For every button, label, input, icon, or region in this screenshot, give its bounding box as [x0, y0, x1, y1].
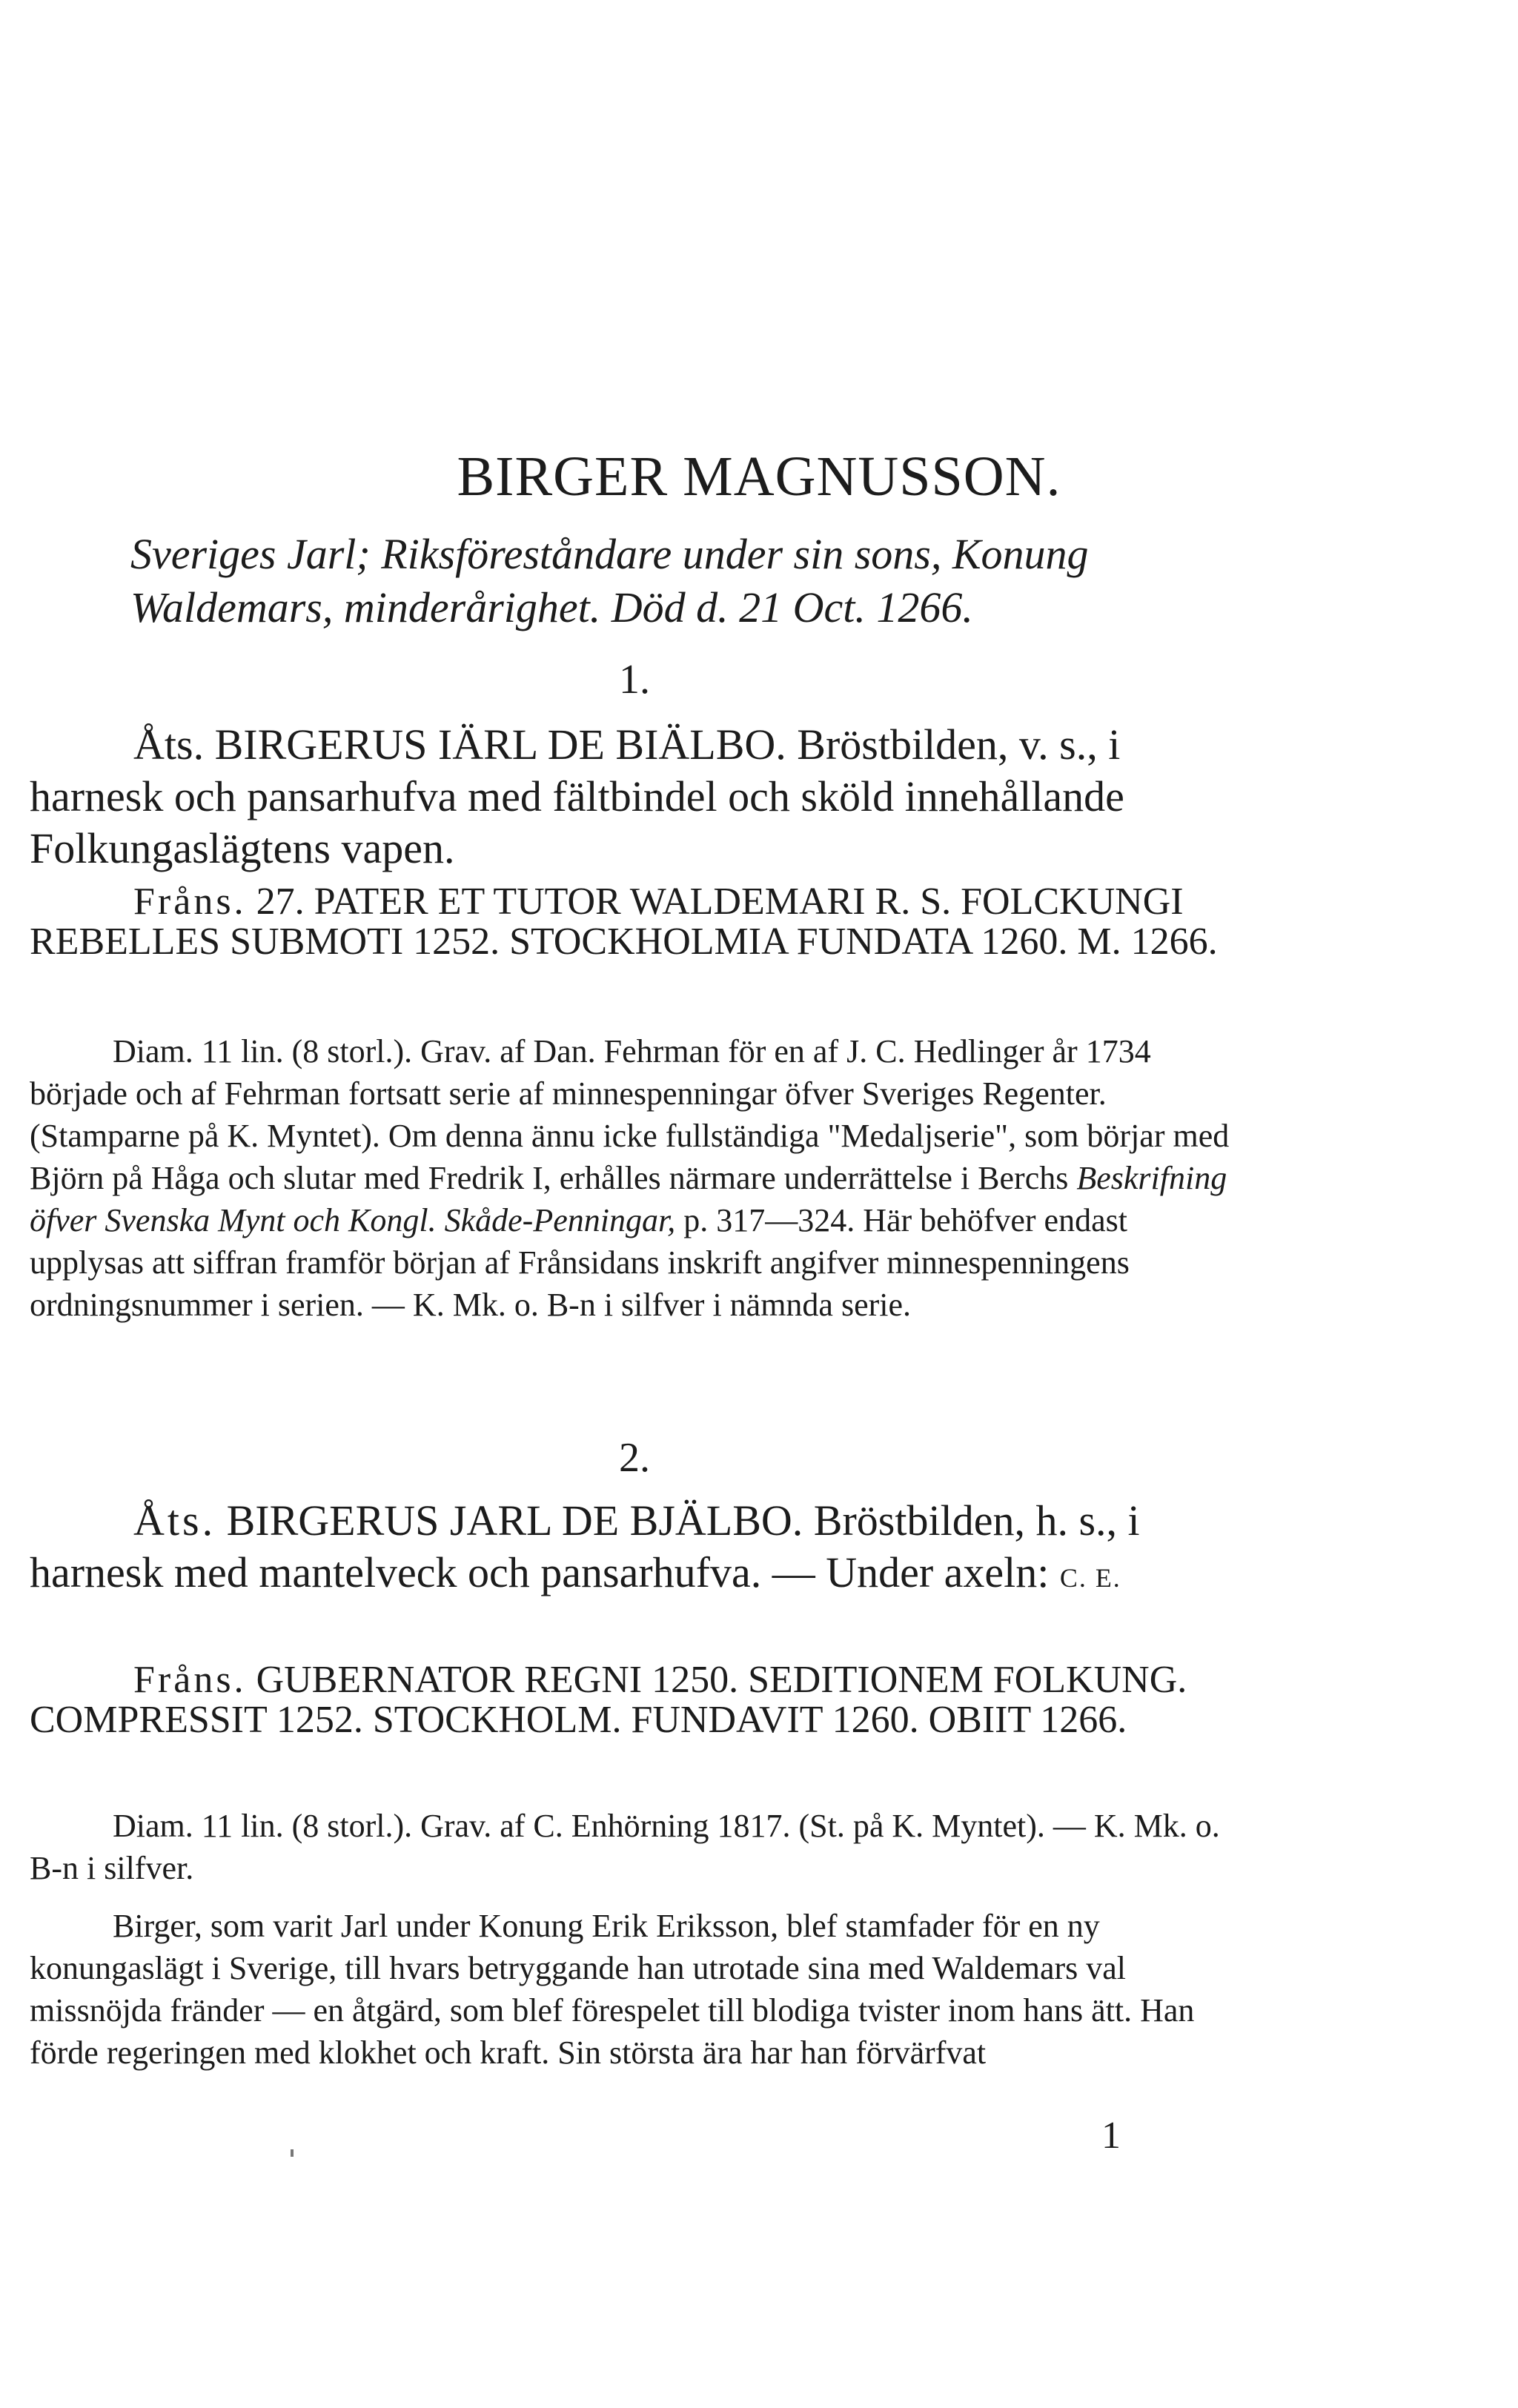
entry-2-reverse-lead: Fråns.	[133, 1659, 247, 1701]
entry-2-description	[30, 1805, 1245, 1889]
page-number: 1	[1101, 2115, 1121, 2157]
page-title: BIRGER MAGNUSSON.	[457, 445, 1061, 508]
entry-1-description-part-2: p. 317—324. Här behöfver endast upplysas att siffran framför början af Frånsidans inskrift angifver minnespenningens ordningsnummer i serien. — K. Mk. o. B-n i silfver i nämnda serie.	[30, 1202, 1130, 1323]
entry-1-description	[30, 1030, 1245, 1326]
entry-2-obverse-small-caps: C. E.	[1059, 1563, 1121, 1593]
entry-2-obverse-text: BIRGERUS JARL DE BJÄLBO. Bröstbilden, h. s., i harnesk med mantelveck och pansarhufva. — Under axeln:	[30, 1496, 1140, 1596]
entry-2-obverse-lead: Åts.	[133, 1496, 216, 1545]
commentary-paragraph	[30, 1905, 1245, 2074]
subtitle-line-2: Waldemars, minderårighet. Död d. 21 Oct. 1266.	[130, 583, 973, 631]
page-subtitle	[130, 528, 1242, 634]
commentary-text: Birger, som varit Jarl under Konung Erik Eriksson, blef stamfader för en ny konungaslägt i Sverige, till hvars betryggande han utrotade sina med Waldemars val missnöjda fränder — en åtgärd, som blef förespelet till blodiga tvister inom hans ätt. Han förde regeringen med klokhet och kraft. Sin största ära har han förvärfvat	[30, 1908, 1195, 2071]
entry-2-obverse	[30, 1495, 1245, 1604]
entry-1-reverse-text: 27. PATER ET TUTOR WALDEMARI R. S. FOLCKUNGI REBELLES SUBMOTI 1252. STOCKHOLMIA FUNDATA 1260. M. 1266.	[30, 880, 1218, 963]
subtitle-line-1: Sveriges Jarl; Riksföreståndare under sin sons, Konung	[130, 530, 1089, 578]
entry-1-description-reference: Beskrifning öfver Svenska Mynt och Kongl. Skåde-Penningar,	[30, 1160, 1227, 1238]
entry-2-description-text: Diam. 11 lin. (8 storl.). Grav. af C. Enhörning 1817. (St. på K. Myntet). — K. Mk. o. B-n i silfver.	[30, 1808, 1220, 1886]
entry-2-reverse-text: GUBERNATOR REGNI 1250. SEDITIONEM FOLKUNG. COMPRESSIT 1252. STOCKHOLM. FUNDAVIT 1260. OBIIT 1266.	[30, 1659, 1187, 1741]
entry-1-obverse-lead: Åts.	[133, 720, 205, 769]
entry-1-reverse-lead: Fråns.	[133, 880, 247, 923]
entry-1-obverse	[30, 719, 1245, 875]
entry-2-number: 2.	[619, 1435, 650, 1481]
entry-1-description-part-1: Diam. 11 lin. (8 storl.). Grav. af Dan. Fehrman för en af J. C. Hedlinger år 1734 började och af Fehrman fortsatt serie af minnespenningar öfver Sveriges Regenter. (Stamparne på K. Myntet). Om denna ännu icke fullständiga "Medaljserie", som börjar med Björn på Håga och slutar med Fredrik I, erhålles närmare underrättelse i Berchs	[30, 1033, 1230, 1196]
entry-2-reverse	[30, 1660, 1245, 1740]
entry-1-obverse-text: BIRGERUS IÄRL DE BIÄLBO. Bröstbilden, v. s., i harnesk och pansarhufva med fältbindel och sköld innehållande Folkungaslägtens vapen.	[30, 720, 1124, 872]
entry-1-reverse	[30, 882, 1245, 962]
print-mark	[291, 2149, 294, 2157]
entry-1-number: 1.	[619, 657, 650, 703]
